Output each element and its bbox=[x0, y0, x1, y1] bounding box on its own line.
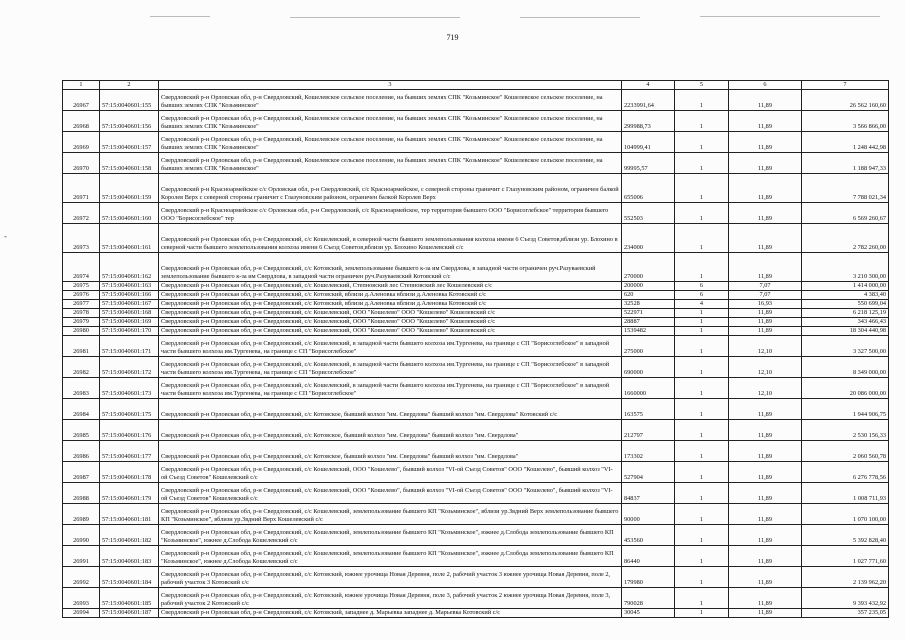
coefficient: 1 bbox=[675, 224, 729, 253]
cadastral-number: 57:15:0040601:170 bbox=[100, 327, 159, 336]
cadastral-value: 3 566 866,00 bbox=[802, 111, 889, 132]
location-description: Свердловский р-н Орловская обл, р-н Свердловский, с/с Кошелевский, землепользование бывшего КП "Козьминское", южнее д.Слобода землепользование бывшего КП "Козьминское", южнее д.Слобода Кошелевский с/с bbox=[159, 525, 622, 546]
cadastral-value: 9 393 432,92 bbox=[802, 588, 889, 609]
table-row bbox=[63, 378, 889, 399]
rate-value: 11,89 bbox=[729, 483, 802, 504]
location-description: Свердловский р-н Орловская обл, р-н Свердловский, Кошелевское сельское поселение, на бывших землях СПК "Козьминское" Кошелевское сельское поселение, на бывших землях СПК "Козьминское" bbox=[159, 132, 622, 153]
row-number: 26969 bbox=[63, 132, 100, 153]
cadastral-number: 57:15:0040601:176 bbox=[100, 420, 159, 441]
area-value: 104999,41 bbox=[622, 132, 675, 153]
coefficient: 6 bbox=[675, 291, 729, 300]
rate-value: 12,10 bbox=[729, 336, 802, 357]
row-number: 26984 bbox=[63, 399, 100, 420]
coefficient: 1 bbox=[675, 420, 729, 441]
scan-artifact bbox=[520, 17, 640, 18]
rate-value: 11,89 bbox=[729, 318, 802, 327]
cadastral-value: 1 027 771,60 bbox=[802, 546, 889, 567]
cadastral-number: 57:15:0040601:178 bbox=[100, 462, 159, 483]
coefficient: 1 bbox=[675, 174, 729, 203]
area-value: 212797 bbox=[622, 420, 675, 441]
cadastral-value: 1 414 000,00 bbox=[802, 282, 889, 291]
rate-value: 11,89 bbox=[729, 609, 802, 618]
location-description: Свердловский р-н Орловская обл, р-н Свердловский, с/с Кошелевский, в западной части бывшего колхоза им.Тургенева, на границе с СП "Борисоглебское" в западной части бывшего колхоза им.Тургенева, на границе с СП "Борисоглебское" bbox=[159, 336, 622, 357]
location-description: Свердловский р-н Орловская обл, р-н Свердловский, с/с Кошелевский, ООО "Кошелево", бывший колхоз "VI-ой Съезд Советов" ООО "Кошелево", бывший колхоз "VI-ой Съезд Советов" Кошелевский с/с bbox=[159, 483, 622, 504]
rate-value: 16,93 bbox=[729, 300, 802, 309]
row-number: 26993 bbox=[63, 588, 100, 609]
coefficient: 1 bbox=[675, 546, 729, 567]
table-row bbox=[63, 567, 889, 588]
cadastral-number: 57:15:0040601:182 bbox=[100, 525, 159, 546]
row-number: 26991 bbox=[63, 546, 100, 567]
table-row bbox=[63, 357, 889, 378]
area-value: 234000 bbox=[622, 224, 675, 253]
cadastral-value: 5 392 828,40 bbox=[802, 525, 889, 546]
cadastral-number: 57:15:0040601:171 bbox=[100, 336, 159, 357]
location-description: Свердловский р-н Орловская обл, р-н Свердловский, с/с Котовский, западнее д. Марьевка западнее д. Марьевка Котовский с/с bbox=[159, 609, 622, 618]
area-value: 453560 bbox=[622, 525, 675, 546]
rate-value: 11,89 bbox=[729, 525, 802, 546]
area-value: 690000 bbox=[622, 357, 675, 378]
cadastral-value: 6 276 778,56 bbox=[802, 462, 889, 483]
table-row bbox=[63, 546, 889, 567]
cadastral-number: 57:15:0040601:185 bbox=[100, 588, 159, 609]
location-description: Свердловский р-н Орловская обл, р-н Свердловский, с/с Кошелевский, Степновский лес Степновский лес Кошелевский с/с bbox=[159, 282, 622, 291]
cadastral-value: 1 188 947,33 bbox=[802, 153, 889, 174]
area-value: 1660000 bbox=[622, 378, 675, 399]
cadastral-number: 57:15:0040601:159 bbox=[100, 174, 159, 203]
cadastral-value: 550 699,04 bbox=[802, 300, 889, 309]
location-description: Свердловский р-н Орловская обл, р-н Свердловский, Кошелевское сельское поселение, на бывших землях СПК "Козьминское" Кошелевское сельское поселение, на бывших землях СПК "Козьминское" bbox=[159, 153, 622, 174]
cadastral-number: 57:15:0040601:155 bbox=[100, 90, 159, 111]
coefficient: 1 bbox=[675, 111, 729, 132]
area-value: 28887 bbox=[622, 318, 675, 327]
coefficient: 1 bbox=[675, 462, 729, 483]
coefficient: 1 bbox=[675, 132, 729, 153]
cadastral-value: 2 530 156,33 bbox=[802, 420, 889, 441]
cadastral-number: 57:15:0040601:162 bbox=[100, 253, 159, 282]
rate-value: 12,10 bbox=[729, 378, 802, 399]
cadastral-value: 1 944 906,75 bbox=[802, 399, 889, 420]
area-value: 90000 bbox=[622, 504, 675, 525]
area-value: 2233991,64 bbox=[622, 90, 675, 111]
table-row bbox=[63, 111, 889, 132]
cadastral-value: 2 060 560,78 bbox=[802, 441, 889, 462]
table-row bbox=[63, 483, 889, 504]
cadastral-value: 6 569 260,67 bbox=[802, 203, 889, 224]
area-value: 270000 bbox=[622, 253, 675, 282]
row-number: 26968 bbox=[63, 111, 100, 132]
table-row bbox=[63, 327, 889, 336]
coefficient: 1 bbox=[675, 567, 729, 588]
table-row bbox=[63, 309, 889, 318]
table-row bbox=[63, 399, 889, 420]
table-row bbox=[63, 253, 889, 282]
area-value: 655006 bbox=[622, 174, 675, 203]
cadastral-value: 8 349 000,00 bbox=[802, 357, 889, 378]
row-number: 26974 bbox=[63, 253, 100, 282]
area-value: 84837 bbox=[622, 483, 675, 504]
rate-value: 11,89 bbox=[729, 90, 802, 111]
header-row bbox=[63, 81, 889, 90]
coefficient: 1 bbox=[675, 153, 729, 174]
rate-value: 11,89 bbox=[729, 588, 802, 609]
cadastral-number: 57:15:0040601:158 bbox=[100, 153, 159, 174]
location-description: Свердловский р-н Орловская обл, р-н Свердловский, с/с Котовское, бывший колхоз "им. Свердлова" бывший колхоз "им. Свердлова" bbox=[159, 420, 622, 441]
location-description: Свердловский р-н Орловская обл, р-н Свердловский, с/с Кошелевский, землепользование бывшего КП "Козьминское", вблизи ур.Звдний Верх землепользование бывшего КП "Козьминское", вблизи ур.Звдний Верх Кошелевский с/с bbox=[159, 504, 622, 525]
scan-artifact bbox=[700, 16, 880, 17]
table-row bbox=[63, 300, 889, 309]
cadastral-number: 57:15:0040601:173 bbox=[100, 378, 159, 399]
row-number: 26978 bbox=[63, 309, 100, 318]
table-row bbox=[63, 441, 889, 462]
cadastral-value: 26 562 160,60 bbox=[802, 90, 889, 111]
row-number: 26988 bbox=[63, 483, 100, 504]
area-value: 299988,73 bbox=[622, 111, 675, 132]
location-description: Свердловский р-н Орловская обл, р-н Свердловский, с/с Кошелевский, ООО "Кошелево" ООО "Кошелево" Кошелевский с/с bbox=[159, 327, 622, 336]
cadastral-value: 1 070 100,00 bbox=[802, 504, 889, 525]
cadastral-value: 1 248 442,98 bbox=[802, 132, 889, 153]
cadastral-value: 357 235,05 bbox=[802, 609, 889, 618]
rate-value: 11,89 bbox=[729, 504, 802, 525]
rate-value: 11,89 bbox=[729, 441, 802, 462]
rate-value: 11,89 bbox=[729, 111, 802, 132]
cadastral-number: 57:15:0040601:157 bbox=[100, 132, 159, 153]
rate-value: 11,89 bbox=[729, 224, 802, 253]
table-row bbox=[63, 588, 889, 609]
page-number: 719 bbox=[446, 33, 459, 42]
cadastral-number: 57:15:0040601:161 bbox=[100, 224, 159, 253]
location-description: Свердловский р-н Орловская обл, р-н Свердловский, с/с Котовское, бывший колхоз "им. Свердлова" бывший колхоз "им. Свердлова" Котовский с/с bbox=[159, 399, 622, 420]
location-description: Свердловский р-н Орловская обл, р-н Свердловский, с/с Кошелевский, в северной части бывшего землепользования колхоза имени 6 Съезд Советов,вблизи ур. Блохино в северной части бывшего землепользования колхоза имени 6 Съезд Советов,вблизи ур. Блохино Кошелевский с/с bbox=[159, 224, 622, 253]
area-value: 1539482 bbox=[622, 327, 675, 336]
scan-artifact bbox=[290, 17, 460, 18]
cadastral-number: 57:15:0040601:183 bbox=[100, 546, 159, 567]
rate-value: 11,89 bbox=[729, 420, 802, 441]
location-description: Свердловский р-н Орловская обл, р-н Свердловский, с/с Котовское, бывший колхоз "им. Свердлова" бывший колхоз "им. Свердлова" bbox=[159, 441, 622, 462]
cadastral-number: 57:15:0040601:177 bbox=[100, 441, 159, 462]
coefficient: 1 bbox=[675, 504, 729, 525]
area-value: 620 bbox=[622, 291, 675, 300]
cadastral-number: 57:15:0040601:167 bbox=[100, 300, 159, 309]
register-table bbox=[62, 80, 889, 618]
location-description: Свердловский р-н Орловская обл, р-н Свердловский, с/с Котовский, южнее урочища Новая Деревня, поле 2, рабочий участок 3 южнее урочища Новая Деревня, поле 2, рабочий участок 3 Котовский с/с bbox=[159, 567, 622, 588]
coefficient: 1 bbox=[675, 357, 729, 378]
margin-mark: - bbox=[4, 231, 7, 241]
location-description: Свердловский р-н Орловская обл, р-н Свердловский, с/с Котовский, вблизи д.Аленовка вблизи д.Аленовка Котовский с/с bbox=[159, 300, 622, 309]
row-number: 26973 bbox=[63, 224, 100, 253]
row-number: 26975 bbox=[63, 282, 100, 291]
location-description: Свердловский р-н Орловская обл, р-н Свердловский, с/с Кошелевский, землепользование бывшего КП "Козьминское", южнее д.Слобода землепользование бывшего КП "Козьминское", южнее д.Слобода Кошелевский с/с bbox=[159, 546, 622, 567]
coefficient: 1 bbox=[675, 588, 729, 609]
table-row bbox=[63, 132, 889, 153]
cadastral-number: 57:15:0040601:175 bbox=[100, 399, 159, 420]
column-header: 6 bbox=[729, 81, 802, 90]
row-number: 26987 bbox=[63, 462, 100, 483]
location-description: Свердловский р-н Орловская обл, р-н Свердловский, с/с Котовский, южнее урочища Новая Деревня, поле 3, рабочий участок 2 южнее урочища Новая Деревня, поле 3, рабочий участок 2 Котовский с/с bbox=[159, 588, 622, 609]
location-description: Свердловский р-н Орловская обл, р-н Свердловский, с/с Кошелевский, ООО "Кошелево" ООО "Кошелево" Кошелевский с/с bbox=[159, 318, 622, 327]
table-row bbox=[63, 153, 889, 174]
row-number: 26990 bbox=[63, 525, 100, 546]
table-row bbox=[63, 318, 889, 327]
cadastral-value: 6 218 125,19 bbox=[802, 309, 889, 318]
rate-value: 11,89 bbox=[729, 546, 802, 567]
cadastral-number: 57:15:0040601:179 bbox=[100, 483, 159, 504]
cadastral-number: 57:15:0040601:172 bbox=[100, 357, 159, 378]
coefficient: 4 bbox=[675, 300, 729, 309]
row-number: 26983 bbox=[63, 378, 100, 399]
table-row bbox=[63, 420, 889, 441]
area-value: 179980 bbox=[622, 567, 675, 588]
row-number: 26971 bbox=[63, 174, 100, 203]
area-value: 275000 bbox=[622, 336, 675, 357]
rate-value: 11,89 bbox=[729, 309, 802, 318]
rate-value: 11,89 bbox=[729, 253, 802, 282]
area-value: 790028 bbox=[622, 588, 675, 609]
area-value: 163575 bbox=[622, 399, 675, 420]
location-description: Свердловский р-н Орловская обл, р-н Свердловский, с/с Кошелевский, в западной части бывшего колхоза им.Тургенева, на границе с СП "Борисоглебское" в западной части бывшего колхоза им.Тургенева, на границе с СП "Борисоглебское" bbox=[159, 357, 622, 378]
coefficient: 1 bbox=[675, 327, 729, 336]
table-row bbox=[63, 224, 889, 253]
column-header: 3 bbox=[159, 81, 622, 90]
row-number: 26989 bbox=[63, 504, 100, 525]
coefficient: 1 bbox=[675, 318, 729, 327]
table-row bbox=[63, 282, 889, 291]
row-number: 26976 bbox=[63, 291, 100, 300]
column-header: 2 bbox=[100, 81, 159, 90]
cadastral-value: 343 466,43 bbox=[802, 318, 889, 327]
table-row bbox=[63, 462, 889, 483]
row-number: 26970 bbox=[63, 153, 100, 174]
area-value: 552503 bbox=[622, 203, 675, 224]
coefficient: 1 bbox=[675, 253, 729, 282]
cadastral-number: 57:15:0040601:163 bbox=[100, 282, 159, 291]
column-header: 1 bbox=[63, 81, 100, 90]
rate-value: 7,07 bbox=[729, 282, 802, 291]
coefficient: 1 bbox=[675, 609, 729, 618]
cadastral-number: 57:15:0040601:184 bbox=[100, 567, 159, 588]
rate-value: 11,89 bbox=[729, 132, 802, 153]
cadastral-value: 3 327 500,00 bbox=[802, 336, 889, 357]
cadastral-value: 1 008 711,93 bbox=[802, 483, 889, 504]
table-row bbox=[63, 203, 889, 224]
area-value: 173302 bbox=[622, 441, 675, 462]
rate-value: 11,89 bbox=[729, 567, 802, 588]
location-description: Свердловский р-н Орловская обл, р-н Свердловский, с/с Котовский, вблизи д.Аленовка вблизи д.Аленовка Котовский с/с bbox=[159, 291, 622, 300]
coefficient: 1 bbox=[675, 525, 729, 546]
row-number: 26967 bbox=[63, 90, 100, 111]
row-number: 26981 bbox=[63, 336, 100, 357]
location-description: Свердловский р-н Красноармейское с/с Орловская обл, р-н Свердловский, с/с Красноармейское, тер территория бывшего ООО "Борисоглебское" территория бывшего ООО "Борисоглебское" тер bbox=[159, 203, 622, 224]
cadastral-value: 20 086 000,00 bbox=[802, 378, 889, 399]
column-header: 5 bbox=[675, 81, 729, 90]
cadastral-value: 2 782 260,00 bbox=[802, 224, 889, 253]
coefficient: 1 bbox=[675, 378, 729, 399]
rate-value: 11,89 bbox=[729, 153, 802, 174]
area-value: 86440 bbox=[622, 546, 675, 567]
coefficient: 1 bbox=[675, 399, 729, 420]
location-description: Свердловский р-н Орловская обл, р-н Свердловский, Кошелевское сельское поселение, на бывших землях СПК "Козьминское" Кошелевское сельское поселение, на бывших землях СПК "Козьминское" bbox=[159, 90, 622, 111]
area-value: 527904 bbox=[622, 462, 675, 483]
row-number: 26972 bbox=[63, 203, 100, 224]
row-number: 26982 bbox=[63, 357, 100, 378]
row-number: 26985 bbox=[63, 420, 100, 441]
rate-value: 11,89 bbox=[729, 174, 802, 203]
table-row bbox=[63, 90, 889, 111]
area-value: 200000 bbox=[622, 282, 675, 291]
coefficient: 1 bbox=[675, 441, 729, 462]
cadastral-number: 57:15:0040601:169 bbox=[100, 318, 159, 327]
rate-value: 11,89 bbox=[729, 327, 802, 336]
location-description: Свердловский р-н Орловская обл, р-н Свердловский, с/с Кошелевский, ООО "Кошелево" ООО "Кошелево" Кошелевский с/с bbox=[159, 309, 622, 318]
cadastral-value: 18 304 440,98 bbox=[802, 327, 889, 336]
location-description: Свердловский р-н Орловская обл, р-н Свердловский, с/с Котовский, землепользование бывшего к-за им Свердлова, в западной части ограничен руч.Разуваевский землепользование бывшего к-за им Свердлова, в западной части ограничен руч.Разуваевский Котовский с/с bbox=[159, 253, 622, 282]
column-header: 7 bbox=[802, 81, 889, 90]
scan-artifact bbox=[150, 16, 210, 17]
row-number: 26980 bbox=[63, 327, 100, 336]
table-row bbox=[63, 525, 889, 546]
cadastral-value: 4 383,40 bbox=[802, 291, 889, 300]
row-number: 26977 bbox=[63, 300, 100, 309]
cadastral-number: 57:15:0040601:156 bbox=[100, 111, 159, 132]
rate-value: 11,89 bbox=[729, 462, 802, 483]
location-description: Свердловский р-н Орловская обл, р-н Свердловский, с/с Кошелевский, в западной части бывшего колхоза им.Тургенева, на границе с СП "Борисоглебское" в западной части бывшего колхоза им.Тургенева, на границе с СП "Борисоглебское" bbox=[159, 378, 622, 399]
area-value: 522971 bbox=[622, 309, 675, 318]
coefficient: 1 bbox=[675, 483, 729, 504]
coefficient: 1 bbox=[675, 90, 729, 111]
row-number: 26986 bbox=[63, 441, 100, 462]
area-value: 99995,57 bbox=[622, 153, 675, 174]
table-row bbox=[63, 609, 889, 618]
cadastral-number: 57:15:0040601:166 bbox=[100, 291, 159, 300]
table-row bbox=[63, 174, 889, 203]
area-value: 32528 bbox=[622, 300, 675, 309]
rate-value: 12,10 bbox=[729, 357, 802, 378]
column-header: 4 bbox=[622, 81, 675, 90]
area-value: 30045 bbox=[622, 609, 675, 618]
cadastral-value: 7 788 021,34 bbox=[802, 174, 889, 203]
rate-value: 7,07 bbox=[729, 291, 802, 300]
rate-value: 11,89 bbox=[729, 203, 802, 224]
coefficient: 1 bbox=[675, 203, 729, 224]
cadastral-number: 57:15:0040601:187 bbox=[100, 609, 159, 618]
row-number: 26994 bbox=[63, 609, 100, 618]
coefficient: 6 bbox=[675, 282, 729, 291]
row-number: 26979 bbox=[63, 318, 100, 327]
coefficient: 1 bbox=[675, 309, 729, 318]
cadastral-value: 2 139 962,20 bbox=[802, 567, 889, 588]
cadastral-number: 57:15:0040601:160 bbox=[100, 203, 159, 224]
table-row bbox=[63, 291, 889, 300]
table-row bbox=[63, 504, 889, 525]
location-description: Свердловский р-н Орловская обл, р-н Свердловский, Кошелевское сельское поселение, на бывших землях СПК "Козьминское" Кошелевское сельское поселение, на бывших землях СПК "Козьминское" bbox=[159, 111, 622, 132]
cadastral-value: 3 210 300,00 bbox=[802, 253, 889, 282]
cadastral-number: 57:15:0040601:168 bbox=[100, 309, 159, 318]
cadastral-number: 57:15:0040601:181 bbox=[100, 504, 159, 525]
rate-value: 11,89 bbox=[729, 399, 802, 420]
location-description: Свердловский р-н Орловская обл, р-н Свердловский, с/с Кошелевский, ООО "Кошелево", бывший колхоз "VI-ой Съезд Советов" ООО "Кошелево", бывший колхоз "VI-ой Съезд Советов" Кошелевский с/с bbox=[159, 462, 622, 483]
coefficient: 1 bbox=[675, 336, 729, 357]
location-description: Свердловский р-н Красноармейское с/с Орловская обл, р-н Свердловский, с/с Красноармейское, с северной стороны граничит с Глазуновским районом, ограничен балкой Королев Верх с северной стороны граничит с Глазуновским районом, ограничен балкой Королев Верх bbox=[159, 174, 622, 203]
row-number: 26992 bbox=[63, 567, 100, 588]
table-row bbox=[63, 336, 889, 357]
